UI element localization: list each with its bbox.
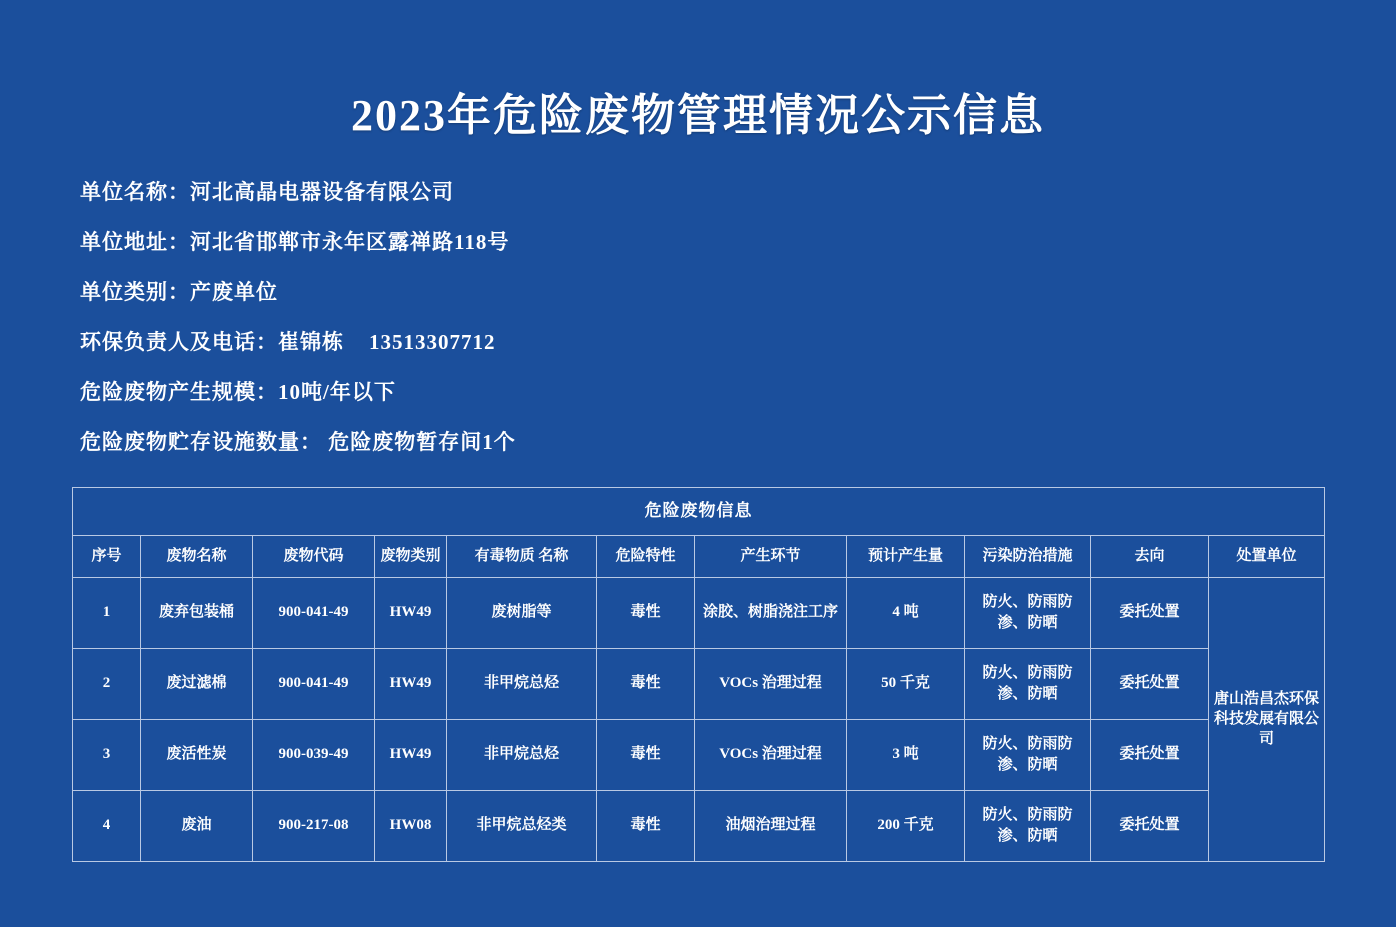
cell-hazard: 毒性 bbox=[597, 577, 695, 648]
header-name: 废物名称 bbox=[141, 536, 253, 577]
header-disposal-unit: 处置单位 bbox=[1209, 536, 1325, 577]
cell-disposal-unit: 唐山浩昌杰环保科技发展有限公司 bbox=[1209, 577, 1325, 861]
cell-hazard: 毒性 bbox=[597, 648, 695, 719]
hazardous-waste-table bbox=[72, 487, 1325, 861]
cell-destination: 委托处置 bbox=[1091, 790, 1209, 861]
cell-amount: 4 吨 bbox=[847, 577, 965, 648]
cell-toxic: 非甲烷总烃 bbox=[447, 648, 597, 719]
cell-name: 废过滤棉 bbox=[141, 648, 253, 719]
table-banner-row bbox=[73, 488, 1325, 536]
table-row bbox=[73, 719, 1325, 790]
cell-destination: 委托处置 bbox=[1091, 648, 1209, 719]
cell-no: 3 bbox=[73, 719, 141, 790]
waste-table-wrapper bbox=[72, 487, 1324, 861]
table-row bbox=[73, 577, 1325, 648]
table-banner: 危险废物信息 bbox=[73, 488, 1325, 536]
meta-line-company-type: 单位类别：产废单位 bbox=[80, 280, 278, 305]
cell-destination: 委托处置 bbox=[1091, 577, 1209, 648]
header-measure: 污染防治措施 bbox=[965, 536, 1091, 577]
cell-measure: 防火、防雨防渗、防晒 bbox=[965, 719, 1091, 790]
cell-measure: 防火、防雨防渗、防晒 bbox=[965, 577, 1091, 648]
cell-category: HW49 bbox=[375, 719, 447, 790]
cell-hazard: 毒性 bbox=[597, 719, 695, 790]
header-code: 废物代码 bbox=[253, 536, 375, 577]
company-info-block bbox=[72, 182, 1324, 453]
meta-line-company-name: 单位名称：河北高晶电器设备有限公司 bbox=[80, 180, 454, 205]
meta-line-contact: 环保负责人及电话：崔锦栋 13513307712 bbox=[80, 330, 496, 355]
cell-no: 2 bbox=[73, 648, 141, 719]
cell-toxic: 废树脂等 bbox=[447, 577, 597, 648]
cell-category: HW49 bbox=[375, 577, 447, 648]
table-header-row bbox=[73, 536, 1325, 577]
meta-line-waste-scale: 危险废物产生规模：10吨/年以下 bbox=[80, 380, 396, 405]
cell-measure: 防火、防雨防渗、防晒 bbox=[965, 648, 1091, 719]
meta-line-storage-count: 危险废物贮存设施数量： 危险废物暂存间1个 bbox=[80, 430, 516, 455]
cell-name: 废油 bbox=[141, 790, 253, 861]
cell-stage: 涂胶、树脂浇注工序 bbox=[695, 577, 847, 648]
cell-toxic: 非甲烷总烃 bbox=[447, 719, 597, 790]
header-amount: 预计产生量 bbox=[847, 536, 965, 577]
header-category: 废物类别 bbox=[375, 536, 447, 577]
header-stage: 产生环节 bbox=[695, 536, 847, 577]
cell-stage: VOCs 治理过程 bbox=[695, 719, 847, 790]
cell-code: 900-217-08 bbox=[253, 790, 375, 861]
header-toxic: 有毒物质 名称 bbox=[447, 536, 597, 577]
cell-no: 1 bbox=[73, 577, 141, 648]
cell-category: HW49 bbox=[375, 648, 447, 719]
page-title: 2023年危险废物管理情况公示信息 bbox=[351, 91, 1045, 140]
cell-code: 900-041-49 bbox=[253, 648, 375, 719]
cell-stage: 油烟治理过程 bbox=[695, 790, 847, 861]
cell-code: 900-041-49 bbox=[253, 577, 375, 648]
cell-amount: 50 千克 bbox=[847, 648, 965, 719]
cell-measure: 防火、防雨防渗、防晒 bbox=[965, 790, 1091, 861]
header-hazard: 危险特性 bbox=[597, 536, 695, 577]
header-destination: 去向 bbox=[1091, 536, 1209, 577]
cell-amount: 3 吨 bbox=[847, 719, 965, 790]
table-row bbox=[73, 790, 1325, 861]
cell-no: 4 bbox=[73, 790, 141, 861]
meta-line-company-address: 单位地址：河北省邯郸市永年区露禅路118号 bbox=[80, 230, 510, 255]
cell-code: 900-039-49 bbox=[253, 719, 375, 790]
cell-toxic: 非甲烷总烃类 bbox=[447, 790, 597, 861]
cell-hazard: 毒性 bbox=[597, 790, 695, 861]
cell-name: 废活性炭 bbox=[141, 719, 253, 790]
cell-stage: VOCs 治理过程 bbox=[695, 648, 847, 719]
cell-name: 废弃包装桶 bbox=[141, 577, 253, 648]
cell-category: HW08 bbox=[375, 790, 447, 861]
cell-amount: 200 千克 bbox=[847, 790, 965, 861]
header-no: 序号 bbox=[73, 536, 141, 577]
table-row bbox=[73, 648, 1325, 719]
cell-destination: 委托处置 bbox=[1091, 719, 1209, 790]
